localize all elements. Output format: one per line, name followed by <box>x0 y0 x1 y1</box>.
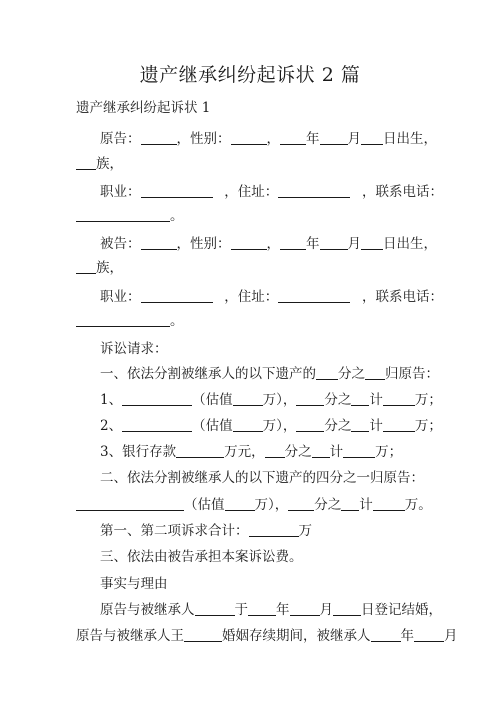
item3-total-blank[interactable] <box>343 444 375 458</box>
section-subtitle: 遗产继承纠纷起诉状 1 <box>76 100 211 116</box>
item2-value-blank[interactable] <box>233 418 263 432</box>
claims-total-blank[interactable] <box>249 523 299 537</box>
item2-fraction-blank[interactable] <box>296 418 324 432</box>
defendant-ethnic-line: 族， <box>76 259 500 277</box>
claim-item-2: 2、 （估值 万）， 分之 计 万； <box>100 418 442 434</box>
defendant-job-line: 职业： ，住址： ，联系电话： <box>100 289 443 305</box>
plaintiff-gender-blank[interactable] <box>231 131 267 145</box>
item2-portion-blank[interactable] <box>351 418 369 432</box>
defendant-day-blank[interactable] <box>361 236 383 250</box>
defendant-gender-blank[interactable] <box>231 236 267 250</box>
claim-item-4: （估值 万）， 分之 计 万。 <box>76 496 500 514</box>
item1-value-blank[interactable] <box>233 392 263 406</box>
defendant-month-blank[interactable] <box>320 236 348 250</box>
claims-heading: 诉讼请求： <box>100 341 168 357</box>
facts-spouse-blank[interactable] <box>184 628 222 642</box>
defendant-phone-blank[interactable] <box>76 313 170 327</box>
defendant-name-blank[interactable] <box>141 236 177 250</box>
defendant-line: 被告： ，性别： ， 年 月 日出生， <box>100 236 437 252</box>
facts-deceased-blank[interactable] <box>195 602 235 616</box>
item2-name-blank[interactable] <box>122 418 192 432</box>
item4-name-blank[interactable] <box>76 497 184 511</box>
facts-heading: 事实与理由 <box>100 576 168 592</box>
claims-total: 第一、第二项诉求合计： 万 <box>100 523 312 539</box>
claim1-fraction-blank[interactable] <box>316 366 338 380</box>
plaintiff-job-blank[interactable] <box>141 184 213 198</box>
item1-total-blank[interactable] <box>383 392 415 406</box>
plaintiff-day-blank[interactable] <box>361 131 383 145</box>
plaintiff-line: 原告： ，性别： ， 年 月 日出生， <box>100 131 437 147</box>
defendant-address-blank[interactable] <box>278 289 350 303</box>
item4-value-blank[interactable] <box>225 497 255 511</box>
plaintiff-ethnic-blank[interactable] <box>76 156 96 170</box>
defendant-ethnic-blank[interactable] <box>76 260 96 274</box>
item3-fraction-blank[interactable] <box>265 444 285 458</box>
defendant-year-blank[interactable] <box>280 236 306 250</box>
facts-month-blank[interactable] <box>290 602 320 616</box>
facts-paragraph-line-1: 原告与被继承人 于 年 月 日登记结婚， <box>100 602 442 618</box>
claim-item-3: 3、银行存款 万元， 分之 计 万； <box>100 444 403 460</box>
claim-2: 二、依法分割被继承人的以下遗产的四分之一归原告： <box>100 470 424 486</box>
item2-total-blank[interactable] <box>383 418 415 432</box>
facts-day-blank[interactable] <box>333 602 361 616</box>
facts-year-blank[interactable] <box>248 602 276 616</box>
plaintiff-ethnic-line: 族， <box>76 155 500 173</box>
facts-paragraph-line-2: 原告与被继承人王 婚姻存续期间，被继承人 年 月 <box>76 628 458 644</box>
item1-name-blank[interactable] <box>122 392 192 406</box>
plaintiff-phone-line: 。 <box>76 207 500 225</box>
facts-year2-blank[interactable] <box>371 628 401 642</box>
item4-fraction-blank[interactable] <box>288 497 314 511</box>
item1-fraction-blank[interactable] <box>296 392 324 406</box>
document-title: 遗产继承纠纷起诉状 2 篇 <box>139 64 361 86</box>
item3-deposit-blank[interactable] <box>176 444 224 458</box>
defendant-phone-line: 。 <box>76 312 500 330</box>
plaintiff-year-blank[interactable] <box>280 131 306 145</box>
item4-total-blank[interactable] <box>373 497 405 511</box>
defendant-job-blank[interactable] <box>141 289 213 303</box>
plaintiff-name-blank[interactable] <box>141 131 177 145</box>
claim-item-1: 1、 （估值 万）， 分之 计 万； <box>100 392 442 408</box>
item4-portion-blank[interactable] <box>341 497 359 511</box>
claim-1: 一、依法分割被继承人的以下遗产的 分之 归原告： <box>100 366 439 382</box>
plaintiff-month-blank[interactable] <box>320 131 348 145</box>
claim-3: 三、依法由被告承担本案诉讼费。 <box>100 549 303 565</box>
item1-portion-blank[interactable] <box>351 392 369 406</box>
plaintiff-phone-blank[interactable] <box>76 208 170 222</box>
plaintiff-job-line: 职业： ，住址： ，联系电话： <box>100 184 443 200</box>
facts-month2-blank[interactable] <box>414 628 444 642</box>
plaintiff-address-blank[interactable] <box>278 184 350 198</box>
item3-portion-blank[interactable] <box>312 444 330 458</box>
claim1-portion-blank[interactable] <box>365 366 385 380</box>
